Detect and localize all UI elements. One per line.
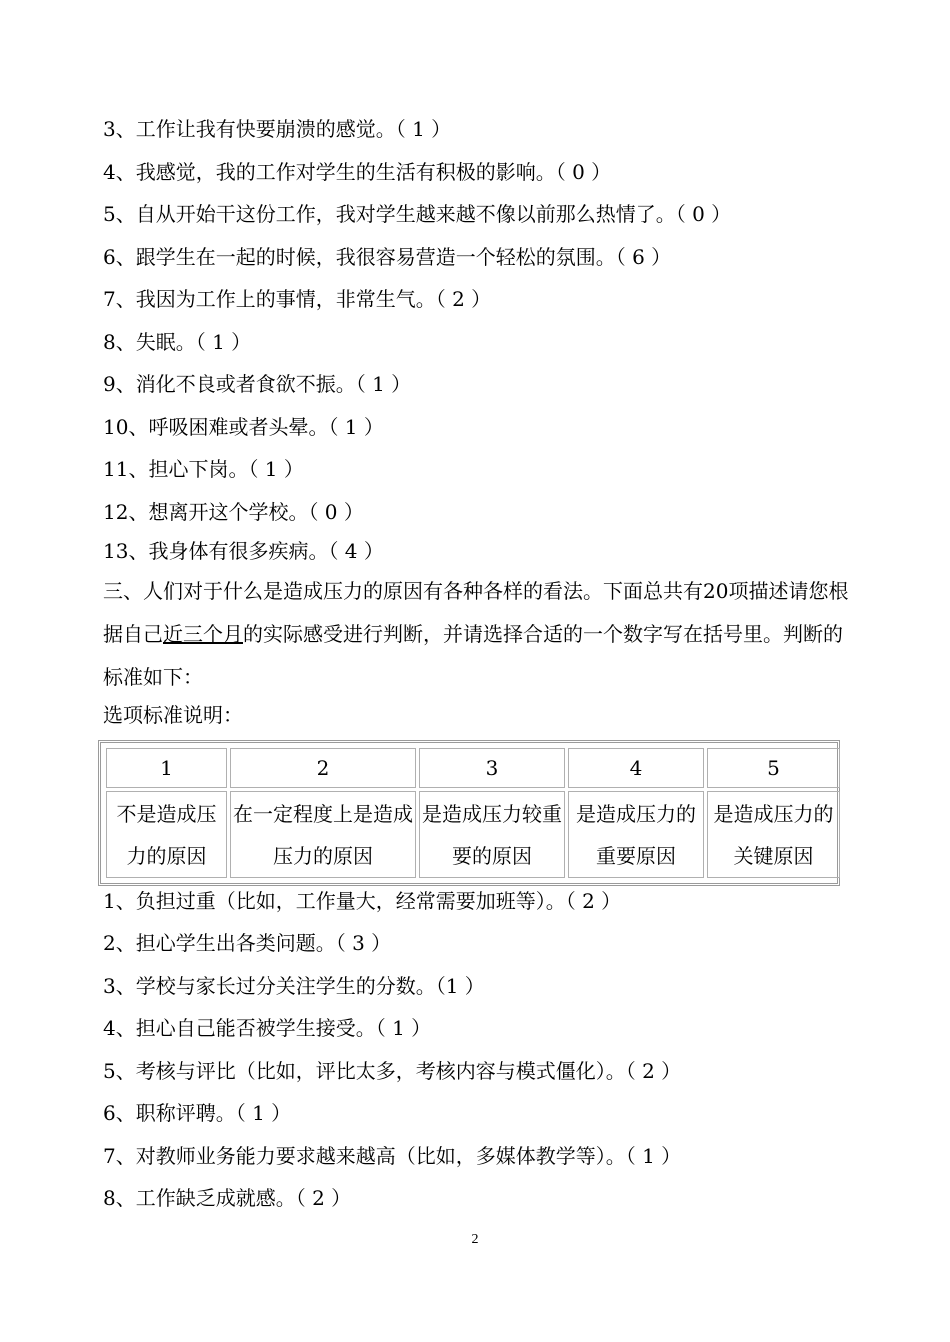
survey-item: 8、工作缺乏成就感。（ 2 ）: [103, 1186, 352, 1210]
survey-item: 3、学校与家长过分关注学生的分数。（1 ）: [103, 974, 485, 998]
table-cell-description: 在一定程度上是造成压力的原因: [230, 791, 416, 878]
section-intro-text: 的实际感受进行判断，并请选择合适的一个数字写在括号里。判断的标准如下：: [103, 622, 843, 689]
survey-item: 6、跟学生在一起的时候，我很容易营造一个轻松的氛围。（ 6 ）: [103, 245, 672, 269]
survey-item: 13、我身体有很多疾病。（ 4 ）: [103, 539, 384, 563]
survey-item: 9、消化不良或者食欲不振。（ 1 ）: [103, 372, 412, 396]
table-cell-description: 不是造成压力的原因: [106, 791, 227, 878]
underlined-period: 近三个月: [163, 622, 243, 646]
table-cell-number: 1: [106, 748, 227, 788]
standards-table: [98, 740, 840, 886]
section-intro-text: 三、人们对于什么是造成压力的原因有各种各样的看法。下面总共有20项描述请您根据自己: [103, 579, 849, 646]
table-row: [106, 748, 840, 788]
table-cell-description: 是造成压力较重要的原因: [419, 791, 565, 878]
survey-item: 3、工作让我有快要崩溃的感觉。（ 1 ）: [103, 117, 452, 141]
survey-item: 4、担心自己能否被学生接受。（ 1 ）: [103, 1016, 432, 1040]
survey-item: 11、担心下岗。（ 1 ）: [103, 457, 304, 481]
survey-item: 8、失眠。（ 1 ）: [103, 330, 252, 354]
table-cell-number: 3: [419, 748, 565, 788]
survey-item: 2、担心学生出各类问题。（ 3 ）: [103, 931, 392, 955]
options-title: 选项标准说明：: [103, 703, 243, 727]
survey-item: 12、想离开这个学校。（ 0 ）: [103, 500, 364, 524]
section-intro: [103, 570, 851, 699]
survey-item: 5、自从开始干这份工作，我对学生越来越不像以前那么热情了。（ 0 ）: [103, 202, 732, 226]
page-number: 2: [471, 1232, 479, 1247]
survey-item: 10、呼吸困难或者头晕。（ 1 ）: [103, 415, 384, 439]
table-cell-number: 4: [568, 748, 704, 788]
table-cell-number: 2: [230, 748, 416, 788]
survey-item: 7、对教师业务能力要求越来越高（比如，多媒体教学等）。（ 1 ）: [103, 1144, 682, 1168]
survey-item: 6、职称评聘。（ 1 ）: [103, 1101, 292, 1125]
table-cell-description: 是造成压力的重要原因: [568, 791, 704, 878]
survey-item: 1、负担过重（比如，工作量大，经常需要加班等）。（ 2 ）: [103, 889, 622, 913]
survey-item: 5、考核与评比（比如，评比太多，考核内容与模式僵化）。（ 2 ）: [103, 1059, 682, 1083]
table-row: [106, 791, 840, 878]
table-cell-number: 5: [707, 748, 840, 788]
survey-item: 7、我因为工作上的事情，非常生气。（ 2 ）: [103, 287, 492, 311]
table-cell-description: 是造成压力的关键原因: [707, 791, 840, 878]
survey-item: 4、我感觉，我的工作对学生的生活有积极的影响。（ 0 ）: [103, 160, 612, 184]
